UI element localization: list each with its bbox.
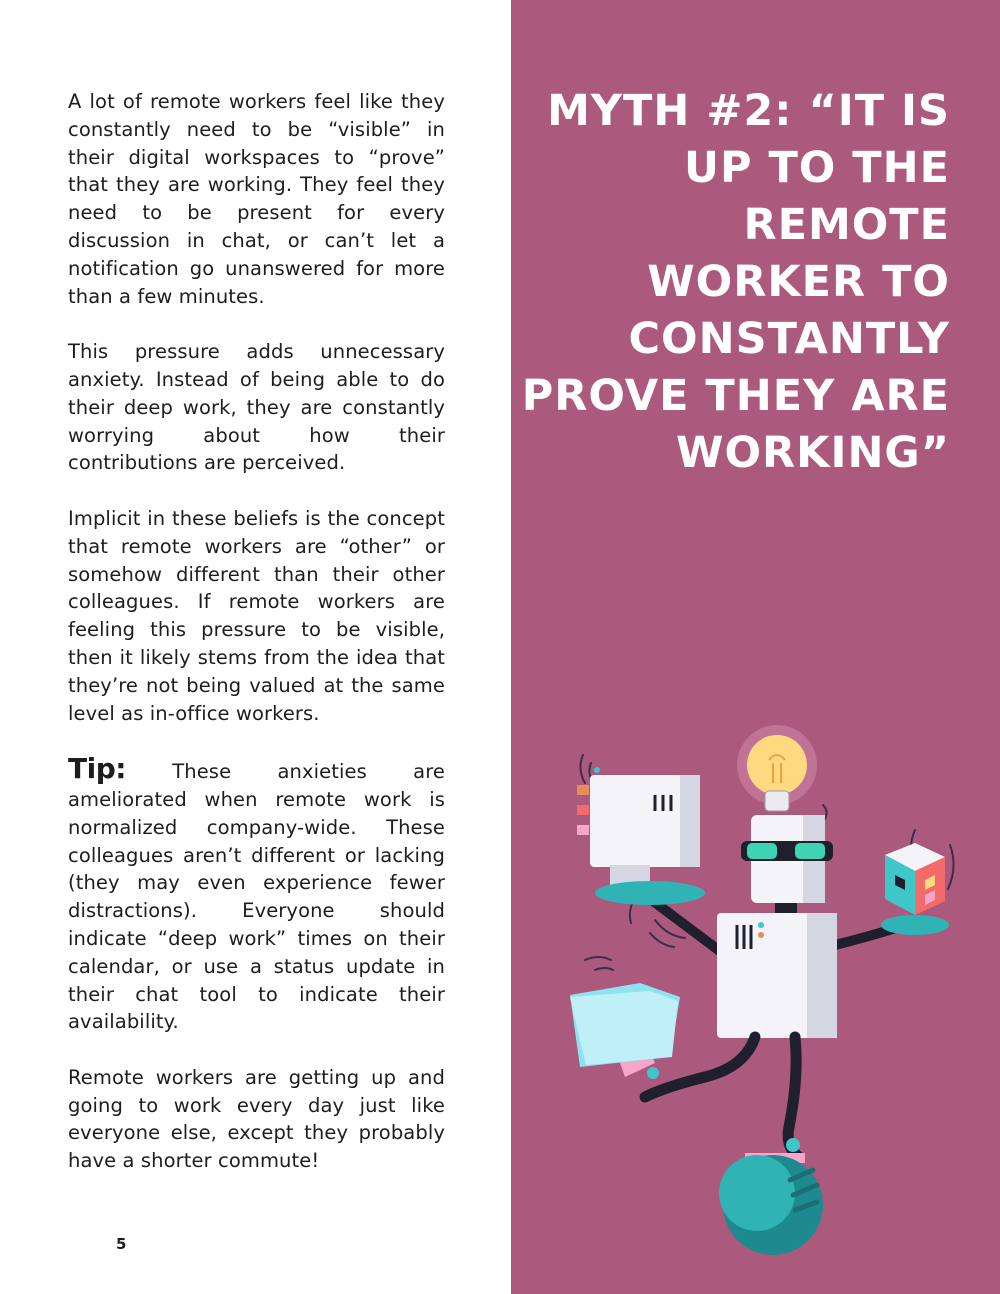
paragraph: This pressure adds unnecessary anxiety. Instead of being able to do their deep work, they are constantly worrying about how their contributions are perceived. <box>68 340 445 475</box>
robot-juggling-illustration <box>555 715 975 1260</box>
rubiks-cube-icon <box>881 843 949 935</box>
myth-title: MYTH #2: “IT IS UP TO THE REMOTE WORKER TO CONSTANTLY PROVE THEY ARE WORKING” <box>521 86 950 478</box>
light-bulb-icon <box>747 735 807 795</box>
page-number: 5 <box>116 1235 127 1253</box>
computer-monitor-icon <box>577 775 705 905</box>
paragraph: Implicit in these beliefs is the concept that remote workers are “other” or somehow different than their other colleagues. If remote workers are feeling this pressure to be visible, then it likely stems from the idea that they’re not being valued at the same level as in-office workers. <box>68 506 445 725</box>
paragraph: A lot of remote workers feel like they constantly need to be “visible” in their digital workspaces to “prove” that they are working. They feel they need to be present for every discussion in chat, or can’t let a notification go unanswered for more than a few minutes. <box>68 90 445 308</box>
tip-text: These anxieties are ameliorated when remote work is normalized company-wide. These colleagues aren’t different or lacking (they may even experience fewer distractions). Everyone should indicate “deep work” times on their calendar, or use a status update in their chat tool to indicate their availability. <box>68 760 445 1034</box>
paragraph: Remote workers are getting up and going to work every day just like everyone else, except they probably have a shorter commute! <box>68 1065 445 1173</box>
tip-label: Tip: <box>68 752 126 786</box>
folder-icon <box>570 983 680 1067</box>
body-text-column <box>68 88 445 1203</box>
tip-paragraph <box>68 752 445 1036</box>
